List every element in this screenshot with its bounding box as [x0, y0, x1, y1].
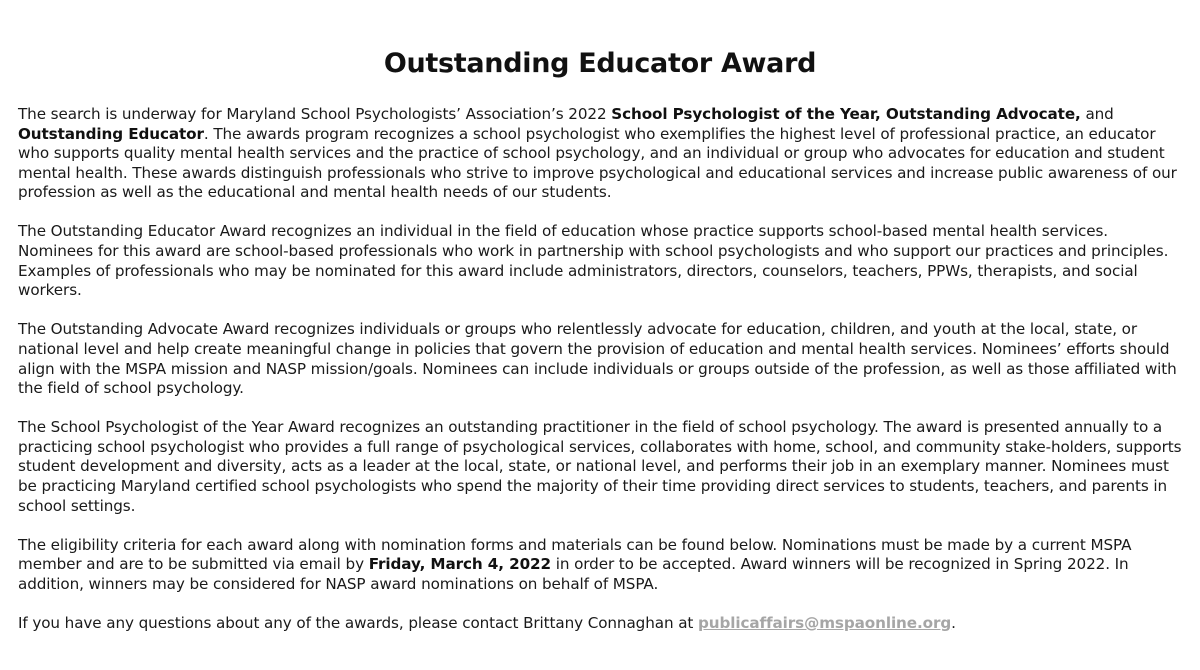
deadline-date: Friday, March 4, 2022 [368, 555, 551, 574]
contact-email-link[interactable]: publicaffairs@mspaonline.org [698, 613, 952, 632]
intro-paragraph [18, 105, 1182, 203]
intro-bold-educator: Outstanding Educator [18, 124, 204, 143]
eligibility-text-1: The eligibility criteria for each award along with nomination forms and materials can be found below. Nominations must be made by a current MSPA member and are to be submitted via email by [18, 535, 1132, 574]
intro-text-1: The search is underway for Maryland School Psychologists’ Association’s 2022 [18, 105, 612, 123]
contact-paragraph [18, 614, 1182, 634]
advocate-award-paragraph: The Outstanding Advocate Award recognizes individuals or groups who relentlessly advocate for education, children, and youth at the local, state, or national level and help create meaningful change in policies that govern the provision of education and mental health services. Nominees’ efforts should align with the MSPA mission and NASP mission/goals. Nominees can include individuals or groups outside of the profession, as well as those affiliated with the field of school psychology. [18, 320, 1177, 398]
intro-bold-awards: School Psychologist of the Year, Outstanding Advocate, [611, 105, 1081, 123]
intro-text-2: and [1080, 105, 1114, 123]
eligibility-paragraph [18, 536, 1182, 595]
psychologist-award-paragraph: The School Psychologist of the Year Award recognizes an outstanding practitioner in the field of school psychology. The award is presented annually to a practicing school psychologist who provides a full range of psychological services, collaborates with home, school, and community stake-holders, supports student development and diversity, acts as a leader at the local, state, or national level, and performs their job in an exemplary manner. Nominees must be practicing Maryland certified school psychologists who spend the majority of their time providing direct services to students, teachers, and parents in school settings. [18, 418, 1182, 515]
contact-text: If you have any questions about any of the awards, please contact Brittany Connaghan at [18, 613, 698, 632]
educator-award-paragraph: The Outstanding Educator Award recognizes an individual in the field of education whose practice supports school-based mental health services. Nominees for this award are school-based professionals who work in partnership with school psychologists and who support our practices and principles. Examples of professionals who may be nominated for this award include administrators, directors, counselors, teachers, PPWs, therapists, and social workers. [18, 222, 1169, 300]
contact-end: . [951, 613, 956, 632]
page-title: Outstanding Educator Award [383, 48, 817, 79]
intro-text-3: . The awards program recognizes a school psychologist who exemplifies the highest level of professional practice, an educator who supports quality mental health services and the practice of school psychology, and an individual or group who advocates for education and student mental health. These awards distinguish professionals who strive to improve psychological and educational services and increase public awareness of our profession as well as the educational and mental health needs of our students. [18, 124, 1177, 202]
eligibility-text-2: in order to be accepted. Award winners will be recognized in Spring 2022. In addition, winners may be considered for NASP award nominations on behalf of MSPA. [18, 555, 1129, 593]
